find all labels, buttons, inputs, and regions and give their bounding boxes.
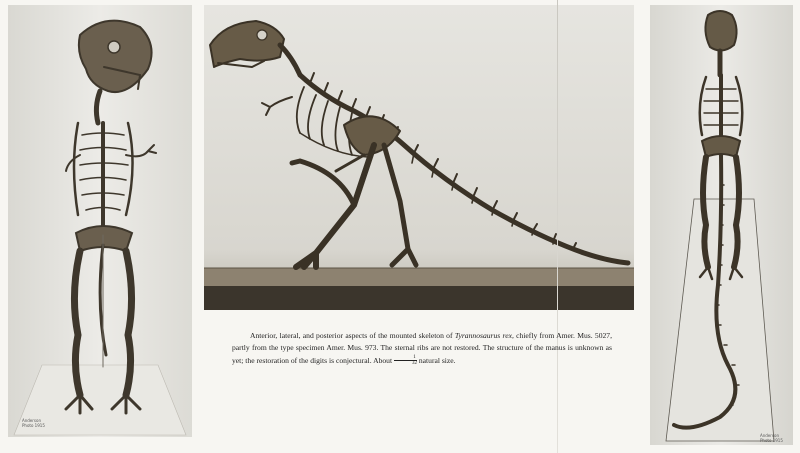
photo-credit: Anderson Photo 1915 bbox=[760, 433, 783, 443]
anterior-view-photo bbox=[8, 5, 192, 437]
caption-fraction bbox=[394, 355, 417, 366]
caption-text-before: Anterior, lateral, and posterior aspects of the mounted skeleton of bbox=[250, 330, 455, 340]
lateral-view-photo bbox=[204, 5, 634, 310]
figure-caption bbox=[232, 330, 612, 368]
caption-text-after: chiefly from Amer. Mus. 5027, partly from the type specimen Amer. Mus. 973. The sternal ribs are not restored. The structure of the manus is unknown as yet; the restoration of the digits is conjectural. About bbox=[232, 330, 613, 365]
photo-credit: Anderson Photo 1915 bbox=[22, 418, 45, 428]
caption-species: Tyrannosaurus rex, bbox=[454, 330, 514, 340]
page-fold-line bbox=[557, 0, 558, 453]
posterior-view-photo bbox=[650, 5, 793, 445]
fraction-numerator: 1 bbox=[394, 355, 417, 361]
caption-text-end: natural size. bbox=[416, 355, 456, 365]
fraction-denominator: 32 bbox=[411, 360, 417, 366]
